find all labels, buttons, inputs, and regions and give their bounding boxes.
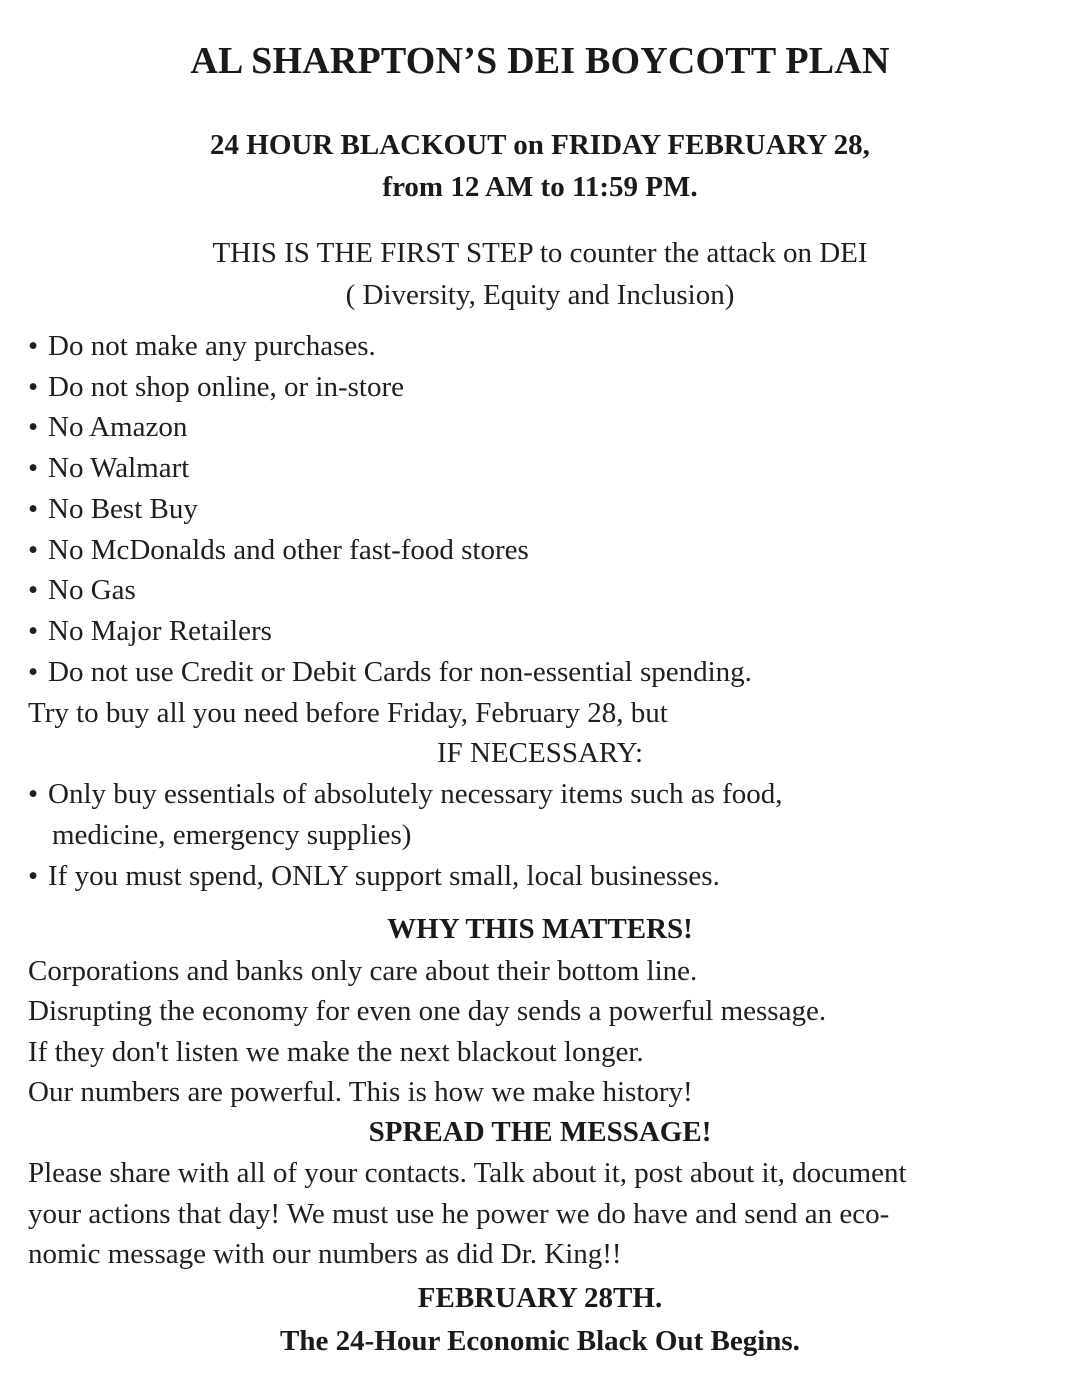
spread-heading: SPREAD THE MESSAGE! bbox=[368, 1116, 712, 1148]
why-line: Disrupting the economy for even one day sends a powerful message. bbox=[28, 995, 827, 1027]
flyer-title: AL SHARPTON’S DEI BOYCOTT PLAN bbox=[190, 40, 890, 82]
list-item bbox=[28, 652, 1070, 692]
list-item bbox=[28, 326, 1070, 366]
first-step-line: THIS IS THE FIRST STEP to counter the attack on DEI bbox=[212, 237, 868, 269]
list-item-text: No Best Buy bbox=[48, 493, 198, 525]
list-item bbox=[28, 611, 1070, 651]
bullet-icon: • bbox=[28, 574, 39, 606]
list-item-text: Do not shop online, or in-store bbox=[48, 371, 405, 403]
list-item-text: No McDonalds and other fast-food stores bbox=[48, 534, 529, 566]
spread-line: Please share with all of your contacts. Talk about it, post about it, document bbox=[28, 1157, 907, 1189]
list-item bbox=[28, 448, 1070, 488]
bullet-icon: • bbox=[28, 493, 39, 525]
blackout-time-line: from 12 AM to 11:59 PM. bbox=[382, 171, 698, 203]
list-item bbox=[28, 570, 1070, 610]
list-item bbox=[28, 856, 1070, 896]
bullet-icon: • bbox=[28, 411, 39, 443]
list-item-text: No Walmart bbox=[48, 452, 190, 484]
blackout-date-line: 24 HOUR BLACKOUT on FRIDAY FEBRUARY 28, bbox=[210, 129, 870, 161]
closing-line: The 24-Hour Economic Black Out Begins. bbox=[280, 1325, 800, 1357]
bullet-icon: • bbox=[28, 860, 39, 892]
spread-line: your actions that day! We must use he power we do have and send an eco- bbox=[28, 1198, 890, 1230]
bullet-icon: • bbox=[28, 615, 39, 647]
why-line: Corporations and banks only care about their bottom line. bbox=[28, 955, 698, 987]
if-necessary-heading: IF NECESSARY: bbox=[436, 737, 644, 769]
list-item bbox=[28, 489, 1070, 529]
first-step-statement bbox=[0, 232, 1080, 316]
list-item-continuation: medicine, emergency supplies) bbox=[52, 819, 412, 851]
bullet-icon: • bbox=[28, 656, 39, 688]
bullet-icon: • bbox=[28, 778, 39, 810]
try-to-buy-line: Try to buy all you need before Friday, February 28, but bbox=[28, 697, 668, 729]
spread-line: nomic message with our numbers as did Dr. King!! bbox=[28, 1238, 622, 1270]
list-item bbox=[28, 530, 1070, 570]
list-item-text: Only buy essentials of absolutely necessary items such as food, bbox=[48, 778, 783, 810]
list-item bbox=[28, 774, 1070, 814]
why-line: Our numbers are powerful. This is how we make history! bbox=[28, 1076, 693, 1108]
list-item-text: Do not use Credit or Debit Cards for non-essential spending. bbox=[48, 656, 752, 688]
dei-definition-line: ( Diversity, Equity and Inclusion) bbox=[345, 279, 735, 311]
bullet-icon: • bbox=[28, 534, 39, 566]
list-item-text: Do not make any purchases. bbox=[48, 330, 376, 362]
list-item bbox=[28, 407, 1070, 447]
blackout-announcement bbox=[0, 124, 1080, 208]
list-item bbox=[28, 367, 1070, 407]
bullet-icon: • bbox=[28, 330, 39, 362]
list-item-text: No Gas bbox=[48, 574, 136, 606]
why-line: If they don't listen we make the next blackout longer. bbox=[28, 1036, 644, 1068]
list-item-text: No Major Retailers bbox=[48, 615, 272, 647]
list-item-text: No Amazon bbox=[48, 411, 188, 443]
bullet-icon: • bbox=[28, 452, 39, 484]
list-item-text: If you must spend, ONLY support small, local businesses. bbox=[48, 860, 720, 892]
bullet-icon: • bbox=[28, 371, 39, 403]
date-heading: FEBRUARY 28TH. bbox=[417, 1282, 663, 1314]
why-heading: WHY THIS MATTERS! bbox=[387, 913, 693, 945]
